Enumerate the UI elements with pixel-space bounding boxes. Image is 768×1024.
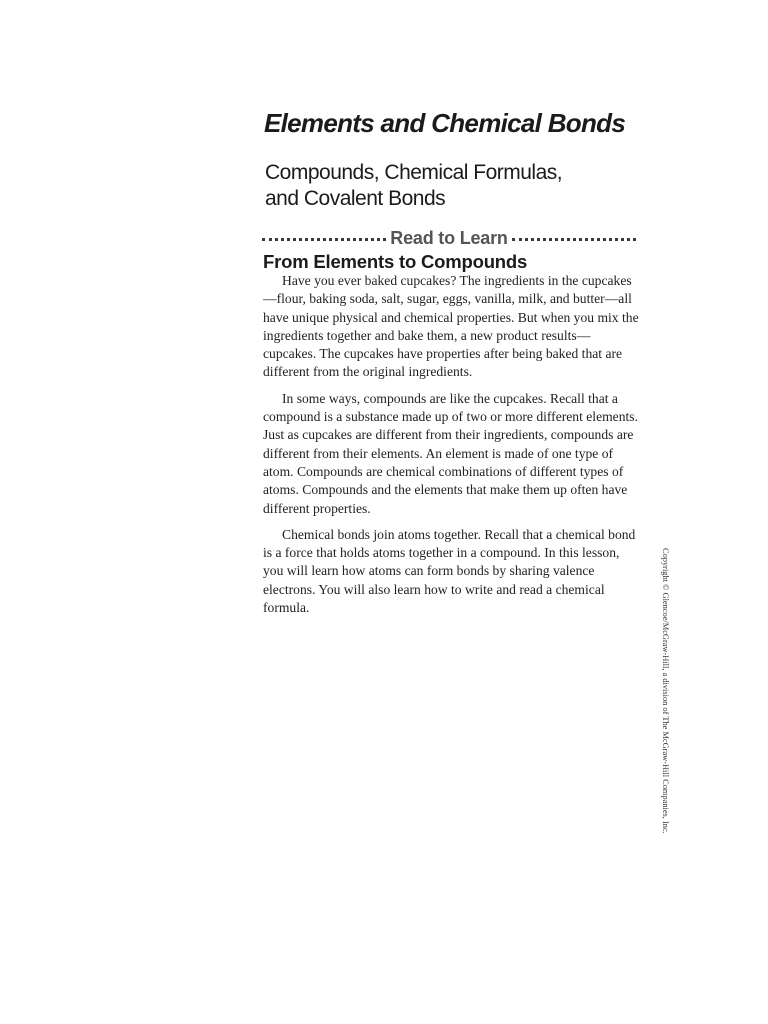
paragraph: Chemical bonds join atoms together. Recall that a chemical bond is a force that holds atoms together in a compound. In this lesson, you will learn how atoms can form bonds by sharing valence electrons. You will also learn how to write and read a chemical formula. [263,526,636,616]
banner-dotted-rule-right [512,238,636,241]
read-to-learn-banner [262,226,636,250]
lesson-title [265,160,645,212]
body-text [263,272,641,625]
copyright-notice: Copyright © Glencoe/McGraw-Hill, a division of The McGraw-Hill Companies, Inc. [661,548,670,834]
chapter-title: Elements and Chemical Bonds [264,108,626,138]
banner-dotted-rule-left [262,238,386,241]
paragraph: In some ways, compounds are like the cupcakes. Recall that a compound is a substance made up of two or more different elements. Just as cupcakes are different from their ingredients, compounds are different from their elements. An element is made of one type of atom. Compounds are chemical combinations of different types of atoms. Compounds and the elements that make them up often have different properties. [263,390,638,516]
read-to-learn-label: Read to Learn [390,227,508,248]
paragraph: Have you ever baked cupcakes? The ingredients in the cupcakes—flour, baking soda, salt, sugar, eggs, vanilla, milk, and butter—all have unique physical and chemical properties. But when you mix the ingredients together and bake them, a new product results—cupcakes. The cupcakes have properties after being baked that are different from the original ingredients. [263,273,639,380]
section-heading: From Elements to Compounds [263,251,528,272]
lesson-title-line-1: Compounds, Chemical Formulas, [265,161,563,184]
lesson-title-line-2: and Covalent Bonds [265,187,446,210]
